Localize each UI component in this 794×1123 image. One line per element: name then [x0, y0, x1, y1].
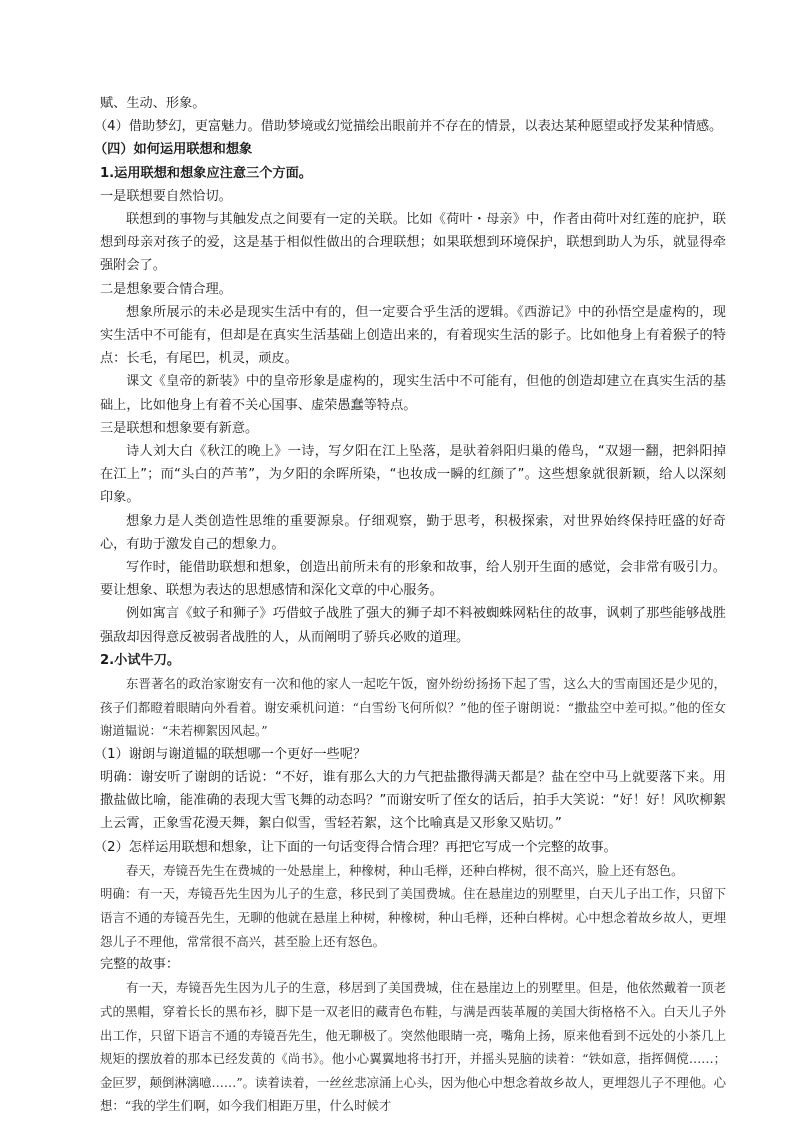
subheading-1: 1.运用联想和想象应注意三个方面。 [100, 165, 312, 181]
question-1: （1）谢朗与谢道韫的联想哪一个更好一些呢？ [94, 746, 367, 762]
paragraph-technique-4: （4）借助梦幻，更富魅力。借助梦境或幻觉描绘出眼前并不存在的情景，以表达某种愿望或抒发某种情感。 [94, 119, 723, 135]
paragraph-point-1: 联想到的事物与其触发点之间要有一定的关联。比如《荷叶・母亲》中，作者由荷叶对红莲的庇护，联想到母亲对孩子的爱，这是基于相似性做出的合理联想；如果联想到环境保护，联想到助人为乐，就显得牵强附会了。 [100, 212, 726, 274]
paragraph-point-2a: 想象所展示的未必是现实生活中有的，但一定要合乎生活的逻辑。《西游记》中的孙悟空是虚构的，现实生活中不可能有，但却是在真实生活基础上创造出来的，有着现实生活的影子。比如他身上有着猴子的特点：长毛，有尾巴，机灵，顽皮。 [100, 304, 726, 367]
point-heading-1: 一是联想要自然恰切。 [100, 188, 232, 204]
paragraph-continuation: 赋、生动、形象。 [100, 96, 206, 111]
answer-2: 明确：有一天，寿镜吾先生因为儿子的生意，移民到了美国费城。住在悬崖边的别墅里，白天儿子出工作，只留下语言不通的寿镜吾先生，无聊的他就在悬崖上种树，种橡树，种山毛榉，还种白桦树。心中想念着故乡故人，更埋怨儿子不理他，常常很不高兴，甚至脸上还有怒色。 [100, 886, 726, 949]
paragraph-full-story: 有一天，寿镜吾先生因为儿子的生意，移居到了美国费城，住在悬崖边上的别墅里。但是，他依然戴着一顶老式的黑帽，穿着长长的黑布衫，脚下是一双老旧的藏青色布鞋，与满是西装革履的美国大街格格不入。白天儿子外出工作，只留下语言不通的寿镜吾先生，他无聊极了。突然他眼睛一亮，嘴角上扬，原来他看到不远处的小茶几上规矩的摆放着的那本已经发黄的《尚书》。他小心翼翼地将书打开，并摇头晃脑的读着：“铁如意，指挥倜傥……；金叵罗，颠倒淋漓噫……”。读着读着，一丝丝悲凉涌上心头，因为他心中想念着故乡故人，更埋怨儿子不理他。心想：“我的学生们啊，如今我们相距万里，什么时候才 [100, 980, 726, 1114]
paragraph-xie-an-story: 东晋著名的政治家谢安有一次和他的家人一起吃午饭，窗外纷纷扬扬下起了雪，这么大的雪南国还是少见的，孩子们都瞪着眼睛向外看着。谢安乘机问道：“白雪纷飞何所似？”他的侄子谢朗说：“撒盐空中差可拟。”他的侄女谢道韫说：“未若柳絮因风起。” [100, 676, 726, 739]
point-heading-2: 二是想象要合情合理。 [100, 281, 232, 297]
paragraph-point-2b: 课文《皇帝的新装》中的皇帝形象是虚构的，现实生活中不可能有，但他的创造却建立在真实生活的基础上，比如他身上有着不关心国事、虚荣愚蠢等特点。 [100, 374, 726, 413]
point-heading-3: 三是联想和想象要有新意。 [100, 420, 259, 436]
paragraph-prompt-sentence: 春天，寿镜吾先生在费城的一处悬崖上，种橡树，种山毛榉，还种白桦树，很不高兴，脸上还有怒色。 [126, 862, 684, 878]
paragraph-point-3c: 写作时，能借助联想和想象，创造出前所未有的形象和故事，给人别开生面的感觉，会非常有吸引力。要让想象、联想为表达的思想感情和深化文章的中心服务。 [100, 560, 726, 599]
paragraph-point-3d: 例如寓言《蚊子和狮子》巧借蚊子战胜了强大的狮子却不料被蜘蛛网粘住的故事，讽刺了那些能够战胜强敌却因得意反被弱者战胜的人，从而阐明了骄兵必败的道理。 [100, 606, 726, 645]
paragraph-point-3b: 想象力是人类创造性思维的重要源泉。仔细观察，勤于思考，积极探索，对世界始终保持旺盛的好奇心，有助于激发自己的想象力。 [100, 513, 726, 552]
answer-1: 明确：谢安听了谢朗的话说：“不好，谁有那么大的力气把盐撒得满天都是？盐在空中马上就要落下来。用撒盐做比喻，能准确的表现大雪飞舞的动态吗？”而谢安听了侄女的话后，拍手大笑说：“好！好！风吹柳絮上云霄，正象雪花漫天舞，絮白似雪，雪轻若絮，这个比喻真是又形象又贴切。” [100, 770, 726, 832]
paragraph-point-3a: 诗人刘大白《秋江的晚上》一诗，写夕阳在江上坠落，是驮着斜阳归巢的倦鸟，“双翅一翻，把斜阳掉在江上”；而“头白的芦苇”，为夕阳的余晖所染，“也妆成一瞬的红颜了”。这些想象就很新颖，给人以深刻印象。 [100, 444, 726, 506]
question-2: （2）怎样运用联想和想象，让下面的一句话变得合情合理？再把它写成一个完整的故事。 [94, 839, 617, 855]
section-heading-4: （四）如何运用联想和想象 [94, 142, 253, 158]
document-page [94, 92, 726, 1118]
full-story-label: 完整的故事： [100, 957, 180, 973]
subheading-2: 2.小试牛刀。 [100, 652, 181, 668]
